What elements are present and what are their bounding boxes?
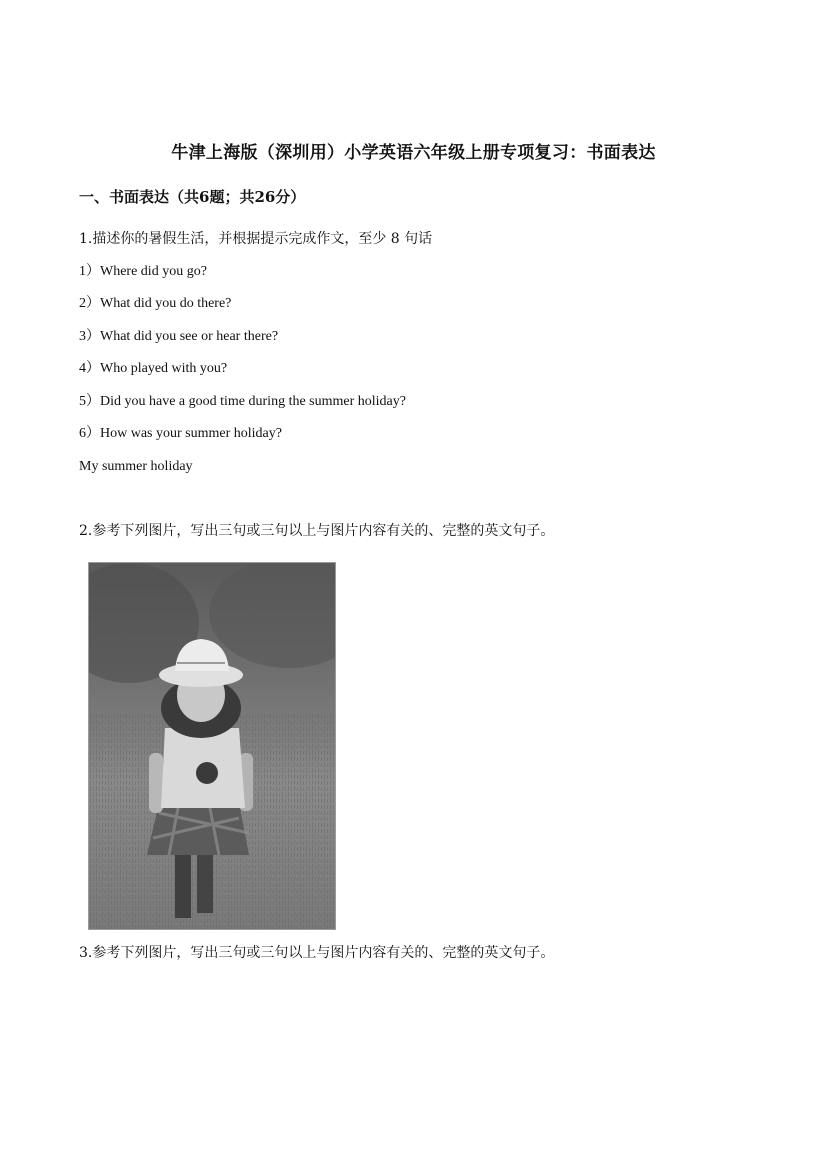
document-title: 牛津上海版（深圳用）小学英语六年级上册专项复习：书面表达 (171, 143, 656, 163)
girl-in-field-photo (88, 562, 336, 930)
question-1-prompt-4: 4）Who played with you? (79, 361, 228, 376)
question-1-prompt-1: 1）Where did you go? (79, 264, 207, 279)
question-2-text: 2.参考下列图片，写出三句或三句以上与图片内容有关的、完整的英文句子。 (79, 523, 555, 539)
question-1-prompt-2: 2）What did you do there? (79, 296, 232, 311)
section-heading: 一、书面表达（共6题；共26分） (79, 188, 306, 206)
question-3-text: 3.参考下列图片，写出三句或三句以上与图片内容有关的、完整的英文句子。 (79, 945, 555, 961)
essay-title: My summer holiday (79, 459, 193, 474)
question-1-prompt-6: 6）How was your summer holiday? (79, 426, 282, 441)
question-1-text: 1.描述你的暑假生活，并根据提示完成作文，至少 8 句话 (79, 231, 433, 247)
question-1-prompt-3: 3）What did you see or hear there? (79, 329, 279, 344)
question-1-prompt-5: 5）Did you have a good time during the summer holiday? (79, 394, 406, 409)
